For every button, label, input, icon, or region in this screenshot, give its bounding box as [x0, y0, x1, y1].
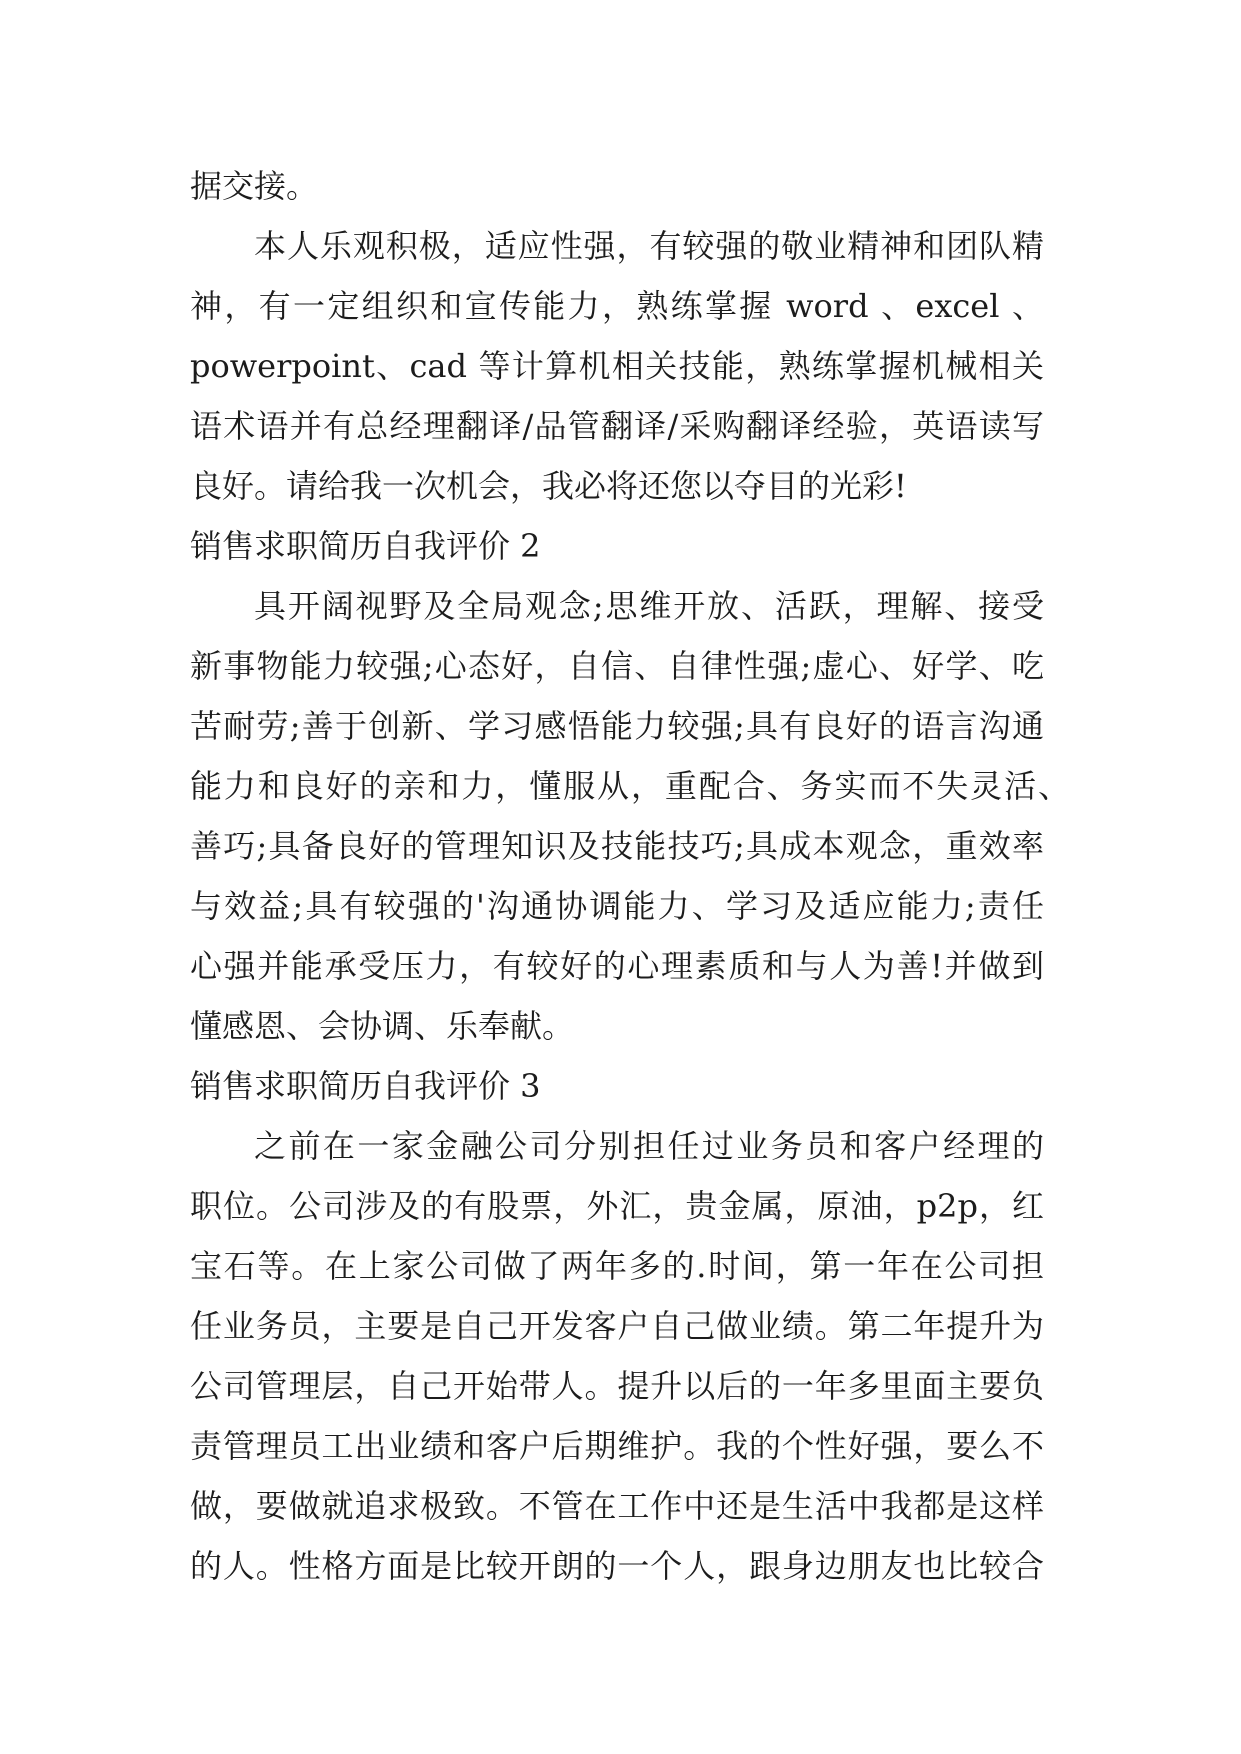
- paragraph-line: 之前在一家金融公司分别担任过业务员和客户经理的: [254, 1127, 1044, 1165]
- paragraph-line: 懂感恩、会协调、乐奉献。: [190, 1007, 575, 1045]
- paragraph-line: 善巧;具备良好的管理知识及技能技巧;具成本观念，重效率: [190, 827, 1044, 865]
- paragraph-line: 新事物能力较强;心态好，自信、自律性强;虚心、好学、吃: [190, 647, 1044, 685]
- paragraph-line: 具开阔视野及全局观念;思维开放、活跃，理解、接受: [254, 587, 1044, 625]
- paragraph-line: 与效益;具有较强的'沟通协调能力、学习及适应能力;责任: [190, 887, 1044, 925]
- paragraph-line: 苦耐劳;善于创新、学习感悟能力较强;具有良好的语言沟通: [190, 707, 1044, 745]
- paragraph-line: 据交接。: [190, 167, 319, 205]
- paragraph-line: 责管理员工出业绩和客户后期维护。我的个性好强，要么不: [190, 1427, 1044, 1465]
- section-heading: 销售求职简历自我评价 2: [190, 527, 541, 565]
- paragraph-line: 任业务员，主要是自己开发客户自己做业绩。第二年提升为: [190, 1307, 1044, 1345]
- paragraph-line: 职位。公司涉及的有股票，外汇，贵金属，原油，p2p，红: [190, 1187, 1044, 1225]
- paragraph-line: 做，要做就追求极致。不管在工作中还是生活中我都是这样: [190, 1487, 1044, 1525]
- paragraph-line: 本人乐观积极，适应性强，有较强的敬业精神和团队精: [254, 227, 1044, 265]
- paragraph-line: 公司管理层，自己开始带人。提升以后的一年多里面主要负: [190, 1367, 1044, 1405]
- paragraph-line: 神，有一定组织和宣传能力，熟练掌握 word 、excel 、: [190, 287, 1044, 325]
- paragraph-line: 的人。性格方面是比较开朗的一个人，跟身边朋友也比较合: [190, 1547, 1044, 1585]
- paragraph-line: 能力和良好的亲和力，懂服从，重配合、务实而不失灵活、: [190, 767, 1070, 805]
- paragraph-line: 宝石等。在上家公司做了两年多的.时间，第一年在公司担: [190, 1247, 1044, 1285]
- paragraph-line: 良好。请给我一次机会，我必将还您以夺目的光彩!: [190, 467, 907, 505]
- paragraph-line: 语术语并有总经理翻译/品管翻译/采购翻译经验，英语读写: [190, 407, 1044, 445]
- paragraph-line: 心强并能承受压力，有较好的心理素质和与人为善!并做到: [190, 947, 1044, 985]
- section-heading: 销售求职简历自我评价 3: [190, 1067, 541, 1105]
- paragraph-line: powerpoint、cad 等计算机相关技能，熟练掌握机械相关: [190, 347, 1044, 385]
